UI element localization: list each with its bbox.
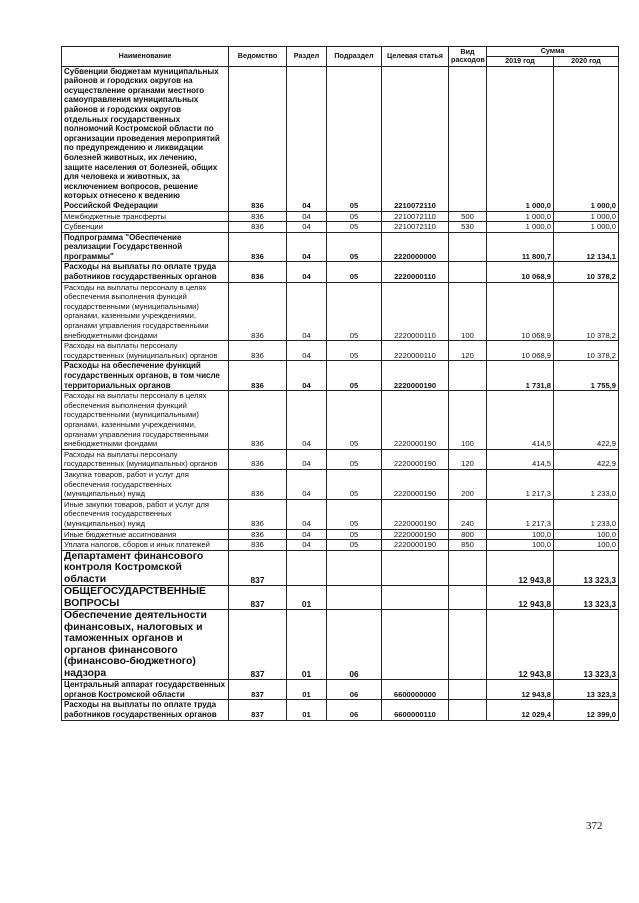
row-razdel: 04 [287, 449, 327, 469]
row-sum-2019: 1 000,0 [487, 66, 554, 211]
row-sum-2019: 10 068,9 [487, 341, 554, 361]
row-vedomstvo: 836 [229, 66, 287, 211]
row-name: Подпрограмма "Обеспечение реализации Государственной программы" [62, 232, 229, 262]
row-expense-type [449, 700, 487, 720]
row-vedomstvo: 836 [229, 361, 287, 391]
table-row [62, 262, 619, 282]
header-expense-type: Вид расходов [449, 47, 487, 67]
row-sum-2020: 1 233,0 [554, 499, 619, 529]
row-podrazdel: 05 [327, 211, 382, 222]
row-vedomstvo: 836 [229, 469, 287, 499]
row-expense-type: 240 [449, 499, 487, 529]
row-target-article: 2220000110 [382, 262, 449, 282]
table-row [62, 222, 619, 233]
table-row [62, 700, 619, 720]
row-vedomstvo: 836 [229, 449, 287, 469]
page-number: 372 [586, 820, 603, 832]
row-target-article: 2220000190 [382, 449, 449, 469]
row-razdel: 04 [287, 232, 327, 262]
row-podrazdel: 05 [327, 222, 382, 233]
row-vedomstvo: 836 [229, 540, 287, 551]
row-name: ОБЩЕГОСУДАРСТВЕННЫЕ ВОПРОСЫ [62, 586, 229, 610]
row-target-article: 2210072110 [382, 66, 449, 211]
row-sum-2019: 10 068,9 [487, 282, 554, 341]
table-row [62, 341, 619, 361]
table-row [62, 550, 619, 586]
row-expense-type [449, 262, 487, 282]
header-target-article: Целевая статья [382, 47, 449, 67]
row-sum-2019: 10 068,9 [487, 262, 554, 282]
table-row [62, 361, 619, 391]
row-sum-2019: 12 029,4 [487, 700, 554, 720]
row-podrazdel: 05 [327, 262, 382, 282]
row-podrazdel [327, 586, 382, 610]
row-sum-2019: 12 943,8 [487, 586, 554, 610]
row-podrazdel: 05 [327, 341, 382, 361]
row-target-article: 6600000000 [382, 680, 449, 700]
row-sum-2020: 100,0 [554, 529, 619, 540]
table-row [62, 499, 619, 529]
row-sum-2019: 1 000,0 [487, 211, 554, 222]
row-sum-2020: 422,9 [554, 391, 619, 450]
table-row [62, 540, 619, 551]
row-podrazdel: 05 [327, 529, 382, 540]
table-row [62, 232, 619, 262]
row-name: Расходы на выплаты персоналу государственных (муниципальных) органов [62, 449, 229, 469]
row-expense-type [449, 586, 487, 610]
row-podrazdel [327, 550, 382, 586]
row-vedomstvo: 836 [229, 222, 287, 233]
row-sum-2020: 1 000,0 [554, 222, 619, 233]
row-sum-2019: 414,5 [487, 391, 554, 450]
row-name: Иные закупки товаров, работ и услуг для обеспечения государственных (муниципальных) нужд [62, 499, 229, 529]
row-razdel: 04 [287, 282, 327, 341]
table-row [62, 586, 619, 610]
header-year-2019: 2019 год [487, 57, 554, 67]
row-name: Расходы на выплаты персоналу государственных (муниципальных) органов [62, 341, 229, 361]
row-razdel: 04 [287, 499, 327, 529]
row-razdel: 04 [287, 529, 327, 540]
row-sum-2020: 1 755,9 [554, 361, 619, 391]
row-sum-2019: 414,5 [487, 449, 554, 469]
row-podrazdel: 05 [327, 449, 382, 469]
row-sum-2020: 12 399,0 [554, 700, 619, 720]
row-sum-2020: 1 000,0 [554, 66, 619, 211]
row-expense-type: 200 [449, 469, 487, 499]
row-razdel: 01 [287, 680, 327, 700]
row-vedomstvo: 836 [229, 282, 287, 341]
row-name: Расходы на выплаты персоналу в целях обеспечения выполнения функций государственными (муниципальными) органами, казенными учреждениями, органами управления государственными внебюджетными фондами [62, 391, 229, 450]
row-sum-2020: 100,0 [554, 540, 619, 551]
row-sum-2020: 13 323,3 [554, 680, 619, 700]
row-expense-type: 530 [449, 222, 487, 233]
row-vedomstvo: 836 [229, 391, 287, 450]
row-vedomstvo: 836 [229, 211, 287, 222]
row-target-article [382, 550, 449, 586]
row-podrazdel: 05 [327, 499, 382, 529]
row-sum-2019: 11 800,7 [487, 232, 554, 262]
row-vedomstvo: 837 [229, 610, 287, 680]
row-target-article: 2220000190 [382, 361, 449, 391]
row-name: Субвенции бюджетам муниципальных районов и городских округов на осуществление органами местного самоуправления муниципальных районов и городских округов отдельных государственных полномочий Костромской области по организации проведения мероприятий по предупреждению и ликвидации болезней животных, их лечению, защите населения от болезней, общих для человека и животных, за исключением вопросов, решение которых отнесено к ведению Российской Федерации [62, 66, 229, 211]
row-razdel: 04 [287, 222, 327, 233]
row-razdel: 04 [287, 361, 327, 391]
row-expense-type [449, 361, 487, 391]
row-expense-type [449, 66, 487, 211]
row-expense-type: 800 [449, 529, 487, 540]
header-razdel: Раздел [287, 47, 327, 67]
row-podrazdel: 05 [327, 469, 382, 499]
table-row [62, 282, 619, 341]
row-sum-2020: 422,9 [554, 449, 619, 469]
row-razdel: 04 [287, 66, 327, 211]
table-row [62, 680, 619, 700]
table-row [62, 211, 619, 222]
row-sum-2019: 1 217,3 [487, 469, 554, 499]
table-row [62, 529, 619, 540]
row-vedomstvo: 837 [229, 680, 287, 700]
row-name: Расходы на выплаты персоналу в целях обеспечения выполнения функций государственными (муниципальными) органами, казенными учреждениями, органами управления государственными внебюджетными фондами [62, 282, 229, 341]
row-expense-type [449, 610, 487, 680]
table-row [62, 449, 619, 469]
header-sum: Сумма [487, 47, 619, 57]
row-expense-type [449, 680, 487, 700]
row-name: Департамент финансового контроля Костромской области [62, 550, 229, 586]
row-sum-2019: 12 943,8 [487, 550, 554, 586]
row-sum-2020: 1 233,0 [554, 469, 619, 499]
header-name: Наименование [62, 47, 229, 67]
row-vedomstvo: 837 [229, 586, 287, 610]
row-podrazdel: 05 [327, 282, 382, 341]
row-name: Межбюджетные трансферты [62, 211, 229, 222]
table-row [62, 469, 619, 499]
row-razdel: 04 [287, 341, 327, 361]
row-sum-2020: 10 378,2 [554, 262, 619, 282]
row-expense-type: 100 [449, 391, 487, 450]
row-expense-type: 500 [449, 211, 487, 222]
row-podrazdel: 06 [327, 610, 382, 680]
row-expense-type: 120 [449, 341, 487, 361]
row-sum-2020: 12 134,1 [554, 232, 619, 262]
row-sum-2019: 1 731,8 [487, 361, 554, 391]
row-name: Обеспечение деятельности финансовых, налоговых и таможенных органов и органов финансового (финансово-бюджетного) надзора [62, 610, 229, 680]
row-target-article: 2220000000 [382, 232, 449, 262]
row-expense-type: 850 [449, 540, 487, 551]
row-expense-type: 100 [449, 282, 487, 341]
row-vedomstvo: 836 [229, 341, 287, 361]
row-target-article: 2220000110 [382, 341, 449, 361]
row-razdel [287, 550, 327, 586]
row-razdel: 04 [287, 211, 327, 222]
row-target-article: 2220000110 [382, 282, 449, 341]
table-row [62, 66, 619, 211]
row-podrazdel: 05 [327, 361, 382, 391]
row-target-article: 2210072110 [382, 222, 449, 233]
row-razdel: 04 [287, 540, 327, 551]
row-sum-2019: 1 000,0 [487, 222, 554, 233]
row-target-article [382, 610, 449, 680]
row-name: Уплата налогов, сборов и иных платежей [62, 540, 229, 551]
row-sum-2019: 12 943,8 [487, 680, 554, 700]
row-target-article: 2220000190 [382, 499, 449, 529]
row-target-article: 2220000190 [382, 391, 449, 450]
row-sum-2020: 13 323,3 [554, 586, 619, 610]
row-sum-2020: 13 323,3 [554, 610, 619, 680]
row-vedomstvo: 836 [229, 499, 287, 529]
row-expense-type: 120 [449, 449, 487, 469]
row-target-article: 2220000190 [382, 529, 449, 540]
row-name: Расходы на выплаты по оплате труда работников государственных органов [62, 700, 229, 720]
row-target-article: 2220000190 [382, 540, 449, 551]
budget-table [61, 46, 619, 721]
row-vedomstvo: 836 [229, 529, 287, 540]
row-razdel: 04 [287, 469, 327, 499]
row-podrazdel: 05 [327, 232, 382, 262]
row-expense-type [449, 550, 487, 586]
header-vedomstvo: Ведомство [229, 47, 287, 67]
row-name: Иные бюджетные ассигнования [62, 529, 229, 540]
row-name: Субвенции [62, 222, 229, 233]
row-expense-type [449, 232, 487, 262]
row-vedomstvo: 837 [229, 700, 287, 720]
row-sum-2020: 10 378,2 [554, 341, 619, 361]
row-podrazdel: 06 [327, 680, 382, 700]
table-row [62, 391, 619, 450]
row-razdel: 04 [287, 391, 327, 450]
row-name: Расходы на обеспечение функций государственных органов, в том числе территориальных органов [62, 361, 229, 391]
row-vedomstvo: 836 [229, 232, 287, 262]
header-year-2020: 2020 год [554, 57, 619, 67]
row-podrazdel: 05 [327, 391, 382, 450]
header-podrazdel: Подраздел [327, 47, 382, 67]
row-target-article: 6600000110 [382, 700, 449, 720]
row-name: Центральный аппарат государственных органов Костромской области [62, 680, 229, 700]
row-razdel: 04 [287, 262, 327, 282]
row-podrazdel: 05 [327, 540, 382, 551]
table-body [62, 66, 619, 720]
row-sum-2020: 13 323,3 [554, 550, 619, 586]
row-target-article [382, 586, 449, 610]
row-sum-2019: 100,0 [487, 540, 554, 551]
row-podrazdel: 05 [327, 66, 382, 211]
row-sum-2019: 100,0 [487, 529, 554, 540]
row-vedomstvo: 836 [229, 262, 287, 282]
row-sum-2020: 1 000,0 [554, 211, 619, 222]
row-vedomstvo: 837 [229, 550, 287, 586]
row-name: Закупка товаров, работ и услуг для обеспечения государственных (муниципальных) нужд [62, 469, 229, 499]
row-target-article: 2220000190 [382, 469, 449, 499]
row-target-article: 2210072110 [382, 211, 449, 222]
row-sum-2020: 10 378,2 [554, 282, 619, 341]
row-razdel: 01 [287, 586, 327, 610]
table-row [62, 610, 619, 680]
row-podrazdel: 06 [327, 700, 382, 720]
row-razdel: 01 [287, 700, 327, 720]
row-sum-2019: 1 217,3 [487, 499, 554, 529]
row-razdel: 01 [287, 610, 327, 680]
row-name: Расходы на выплаты по оплате труда работников государственных органов [62, 262, 229, 282]
row-sum-2019: 12 943,8 [487, 610, 554, 680]
